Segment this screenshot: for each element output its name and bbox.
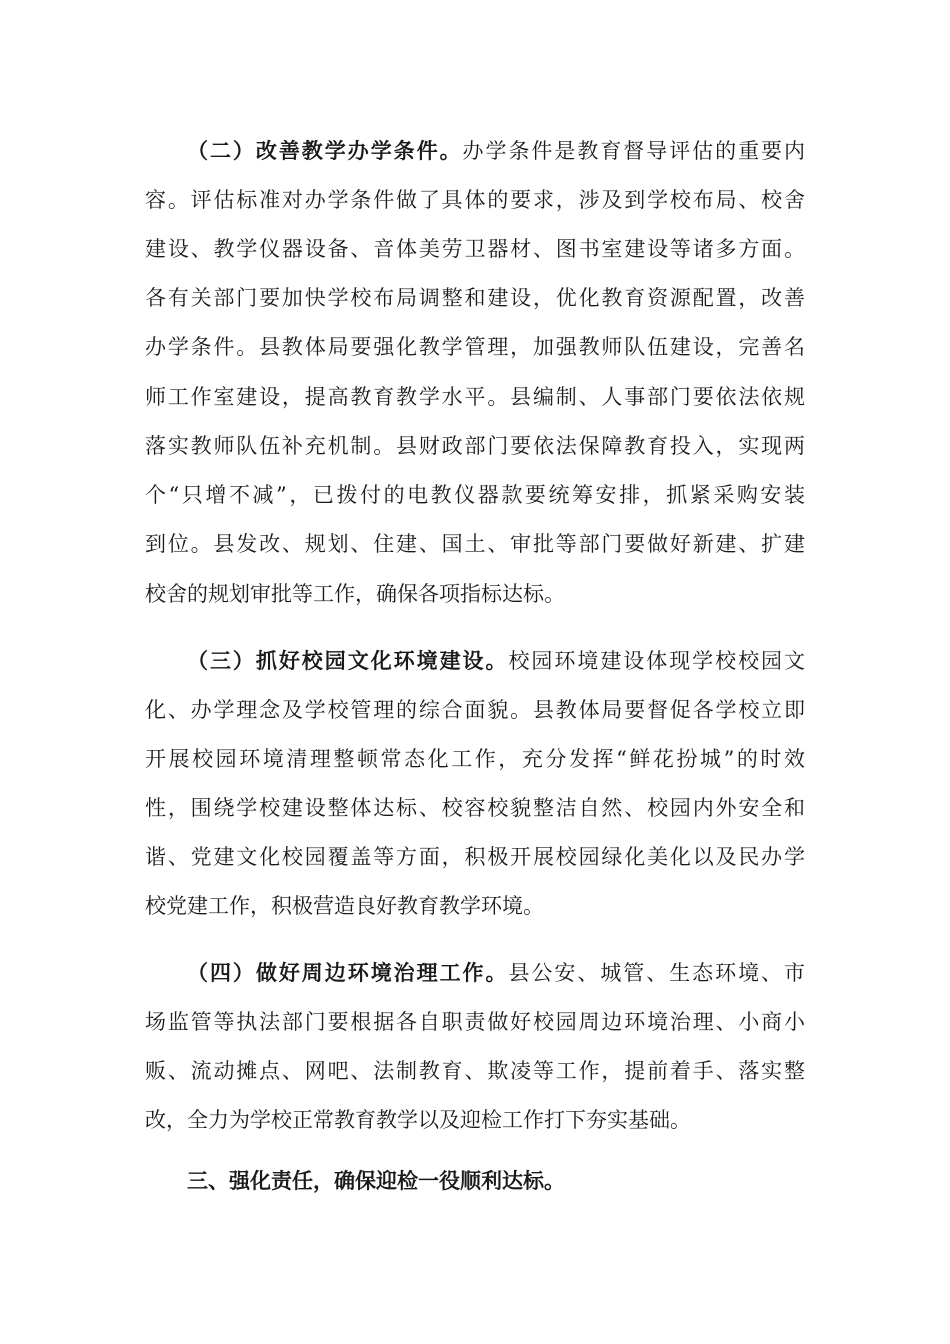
paragraph-line: 办学条件。县教体局要强化教学管理，加强教师队伍建设，完善名 <box>145 335 805 359</box>
paragraph-line: 场监管等执法部门要根据各自职责做好校园周边环境治理、小商小 <box>145 1010 805 1034</box>
paragraph-line <box>187 134 805 168</box>
paragraph-line <box>187 644 805 678</box>
paragraph-line: 建设、教学仪器设备、音体美劳卫器材、图书室建设等诸多方面。 <box>145 237 805 261</box>
paragraph-line: 个“只增不减”，已拨付的电教仪器款要统筹安排，抓紧采购安装 <box>145 483 805 507</box>
paragraph-text: 县公安、城管、生态环境、市 <box>508 961 806 985</box>
paragraph-line: 化、办学理念及学校管理的综合面貌。县教体局要督促各学校立即 <box>145 698 805 722</box>
paragraph-line: 校舍的规划审批等工作，确保各项指标达标。 <box>145 582 565 606</box>
paragraph-line: 到位。县发改、规划、住建、国土、审批等部门要做好新建、扩建 <box>145 532 805 556</box>
paragraph-line: 谐、党建文化校园覆盖等方面，积极开展校园绿化美化以及民办学 <box>145 845 805 869</box>
chapter-heading: 三、强化责任，确保迎检一役顺利达标。 <box>187 1168 565 1193</box>
section-heading: （三）抓好校园文化环境建设。 <box>187 648 509 673</box>
paragraph-text: 校园环境建设体现学校校园文 <box>508 649 806 673</box>
paragraph-line: 贩、流动摊点、网吧、法制教育、欺凌等工作，提前着手、落实整 <box>145 1059 805 1083</box>
paragraph-line: 师工作室建设，提高教育教学水平。县编制、人事部门要依法依规 <box>145 385 805 409</box>
paragraph-line: 落实教师队伍补充机制。县财政部门要依法保障教育投入，实现两 <box>145 434 805 458</box>
paragraph-line: 容。评估标准对办学条件做了具体的要求，涉及到学校布局、校舍 <box>145 188 805 212</box>
section-heading: （四）做好周边环境治理工作。 <box>187 960 509 985</box>
paragraph-line: 改，全力为学校正常教育教学以及迎检工作打下夯实基础。 <box>145 1108 691 1132</box>
paragraph-line: 开展校园环境清理整顿常态化工作，充分发挥“鲜花扮城”的时效 <box>145 747 805 771</box>
paragraph-line <box>187 956 805 990</box>
paragraph-text: 办学条件是教育督导评估的重要内 <box>462 139 806 163</box>
section-heading: （二）改善教学办学条件。 <box>187 138 463 163</box>
paragraph-line: 校党建工作，积极营造良好教育教学环境。 <box>145 894 544 918</box>
paragraph-line: 各有关部门要加快学校布局调整和建设，优化教育资源配置，改善 <box>145 286 805 310</box>
paragraph-line: 性，围绕学校建设整体达标、校容校貌整洁自然、校园内外安全和 <box>145 796 805 820</box>
